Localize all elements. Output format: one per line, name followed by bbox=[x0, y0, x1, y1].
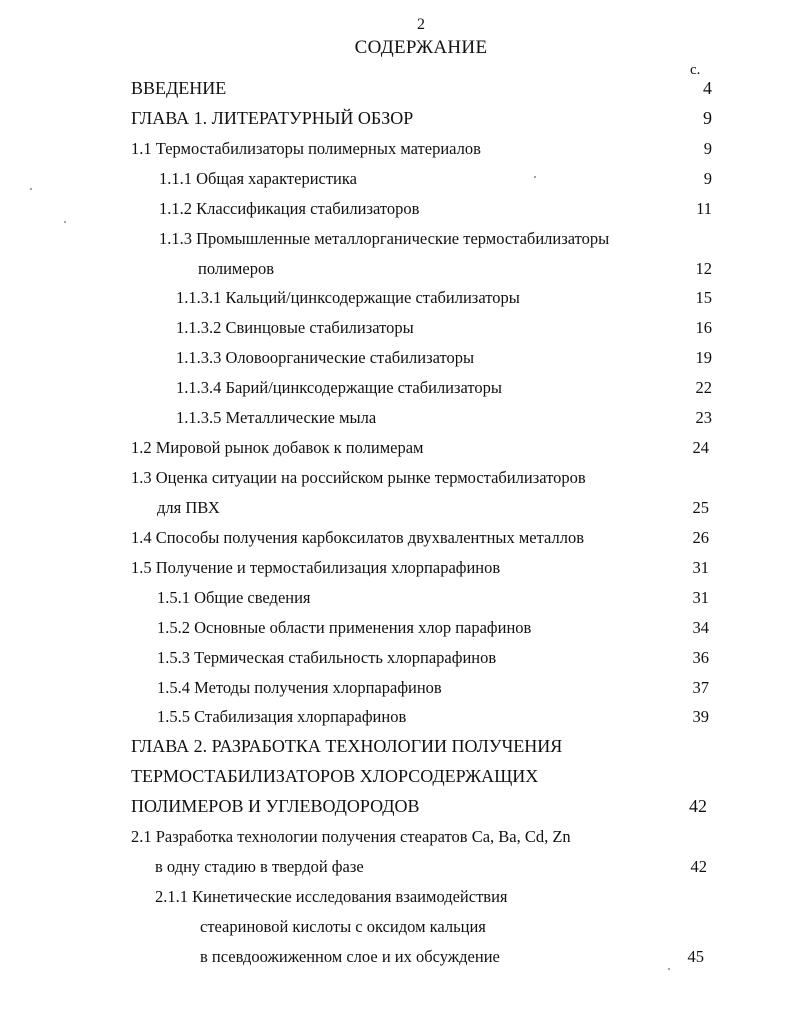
toc-entry-text: 1.5.5 Стабилизация хлорпарафинов bbox=[157, 707, 407, 726]
toc-entry-page: 42 bbox=[690, 857, 707, 876]
toc-entry bbox=[159, 169, 712, 193]
toc-entry-page: 23 bbox=[695, 408, 712, 427]
toc-entry bbox=[157, 678, 709, 702]
toc-entry-text: 1.1.3.1 Кальций/цинксодержащие стабилизаторы bbox=[176, 288, 520, 307]
toc-entry-page: 24 bbox=[692, 438, 709, 457]
toc-entry-text: 1.4 Способы получения карбоксилатов двухвалентных металлов bbox=[131, 528, 585, 547]
toc-entry-page: 42 bbox=[689, 796, 707, 816]
toc-entry bbox=[157, 707, 709, 731]
toc-entry bbox=[157, 618, 709, 642]
toc-entry bbox=[176, 348, 712, 372]
toc-entry bbox=[157, 648, 709, 672]
toc-entry bbox=[131, 139, 712, 163]
toc-entry bbox=[131, 438, 709, 462]
toc-entry-page: 9 bbox=[703, 108, 712, 128]
toc-entry-page: 31 bbox=[692, 558, 709, 577]
toc-entry-text: 1.5.1 Общие сведения bbox=[157, 588, 311, 607]
scan-speck bbox=[64, 221, 66, 223]
toc-entry bbox=[159, 199, 712, 223]
toc-entry-text: 1.1.3.5 Металлические мыла bbox=[176, 408, 377, 427]
toc-entry-page: 45 bbox=[687, 947, 704, 966]
toc-entry-text: 2.1.1 Кинетические исследования взаимодействия bbox=[155, 887, 508, 906]
page-title: СОДЕРЖАНИЕ bbox=[354, 37, 488, 58]
toc-entry bbox=[200, 947, 704, 971]
scan-speck bbox=[668, 968, 670, 970]
toc-entry-page: 37 bbox=[692, 678, 709, 697]
toc-entry-page: 26 bbox=[692, 528, 709, 547]
toc-entry-page: 39 bbox=[692, 707, 709, 726]
toc-entry-text: 1.1.3 Промышленные металлорганические термостабилизаторы bbox=[159, 229, 610, 248]
toc-entry-text: ТЕРМОСТАБИЛИЗАТОРОВ ХЛОРСОДЕРЖАЩИХ bbox=[131, 766, 539, 786]
toc-entry bbox=[131, 827, 707, 851]
toc-entry-text: 1.5.2 Основные области применения хлор парафинов bbox=[157, 618, 532, 637]
toc-entry-text: ВВЕДЕНИЕ bbox=[131, 78, 227, 98]
toc-entry bbox=[176, 378, 712, 402]
toc-entry-page: 9 bbox=[703, 139, 712, 158]
toc-entry-page: 34 bbox=[692, 618, 709, 637]
toc-entry-page: 16 bbox=[695, 318, 712, 337]
toc-entry-text: 1.1.3.3 Оловоорганические стабилизаторы bbox=[176, 348, 475, 367]
toc-entry bbox=[155, 887, 704, 911]
toc-entry-page: 19 bbox=[695, 348, 712, 367]
toc-entry-text: 1.5.4 Методы получения хлорпарафинов bbox=[157, 678, 442, 697]
toc-entry-text: в одну стадию в твердой фазе bbox=[155, 857, 364, 876]
scan-speck bbox=[534, 176, 536, 178]
toc-entry-text: ГЛАВА 1. ЛИТЕРАТУРНЫЙ ОБЗОР bbox=[131, 108, 414, 128]
toc-entry-page: 4 bbox=[703, 78, 712, 98]
page-column-label: с. bbox=[690, 62, 701, 78]
toc-entry-text: полимеров bbox=[198, 259, 274, 278]
toc-entry-page: 15 bbox=[695, 288, 712, 307]
toc-entry bbox=[157, 588, 709, 612]
toc-entry-text: ГЛАВА 2. РАЗРАБОТКА ТЕХНОЛОГИИ ПОЛУЧЕНИЯ bbox=[131, 736, 563, 756]
toc-entry bbox=[131, 558, 709, 582]
toc-entry-text: в псевдоожиженном слое и их обсуждение bbox=[200, 947, 500, 966]
toc-entry-page: 9 bbox=[703, 169, 712, 188]
toc-entry bbox=[131, 528, 709, 552]
toc-entry-text: 1.1 Термостабилизаторы полимерных материалов bbox=[131, 139, 481, 158]
toc-entry-text: 1.3 Оценка ситуации на российском рынке термостабилизаторов bbox=[131, 468, 586, 487]
toc-entry-page: 12 bbox=[695, 259, 712, 278]
toc-entry-page: 31 bbox=[692, 588, 709, 607]
toc-entry-page: 36 bbox=[692, 648, 709, 667]
toc-entry bbox=[131, 468, 709, 492]
toc-entry bbox=[176, 318, 712, 342]
toc-entry bbox=[198, 259, 712, 283]
toc-entry bbox=[131, 796, 707, 820]
toc-entry-text: 1.1.3.2 Свинцовые стабилизаторы bbox=[176, 318, 414, 337]
toc-entry-text: 1.1.2 Классификация стабилизаторов bbox=[159, 199, 420, 218]
toc-entry bbox=[157, 498, 709, 522]
toc-entry bbox=[131, 78, 712, 102]
toc-entry-page: 22 bbox=[695, 378, 712, 397]
toc-entry-text: 1.5.3 Термическая стабильность хлорпарафинов bbox=[157, 648, 497, 667]
toc-entry bbox=[159, 229, 712, 253]
toc-entry-text: 1.1.1 Общая характеристика bbox=[159, 169, 357, 188]
toc-entry-page: 11 bbox=[696, 199, 712, 218]
toc-entry bbox=[200, 917, 704, 941]
toc-entry-text: 1.5 Получение и термостабилизация хлорпарафинов bbox=[131, 558, 501, 577]
toc-entry-text: 1.1.3.4 Барий/цинксодержащие стабилизаторы bbox=[176, 378, 503, 397]
toc-entry bbox=[176, 408, 712, 432]
toc-entry bbox=[176, 288, 712, 312]
page-number: 2 bbox=[417, 16, 425, 33]
scan-speck bbox=[30, 188, 32, 190]
toc-entry bbox=[131, 766, 707, 790]
toc-entry-page: 25 bbox=[692, 498, 709, 517]
toc-entry-text: стеариновой кислоты с оксидом кальция bbox=[200, 917, 486, 936]
toc-entry-text: 1.2 Мировой рынок добавок к полимерам bbox=[131, 438, 424, 457]
toc-entry-text: ПОЛИМЕРОВ И УГЛЕВОДОРОДОВ bbox=[131, 796, 420, 816]
toc-entry-text: для ПВХ bbox=[157, 498, 220, 517]
toc-entry bbox=[131, 736, 707, 760]
toc-entry bbox=[131, 108, 712, 132]
toc-entry bbox=[155, 857, 707, 881]
toc-entry-text: 2.1 Разработка технологии получения стеаратов Ca, Ba, Cd, Zn bbox=[131, 827, 571, 846]
